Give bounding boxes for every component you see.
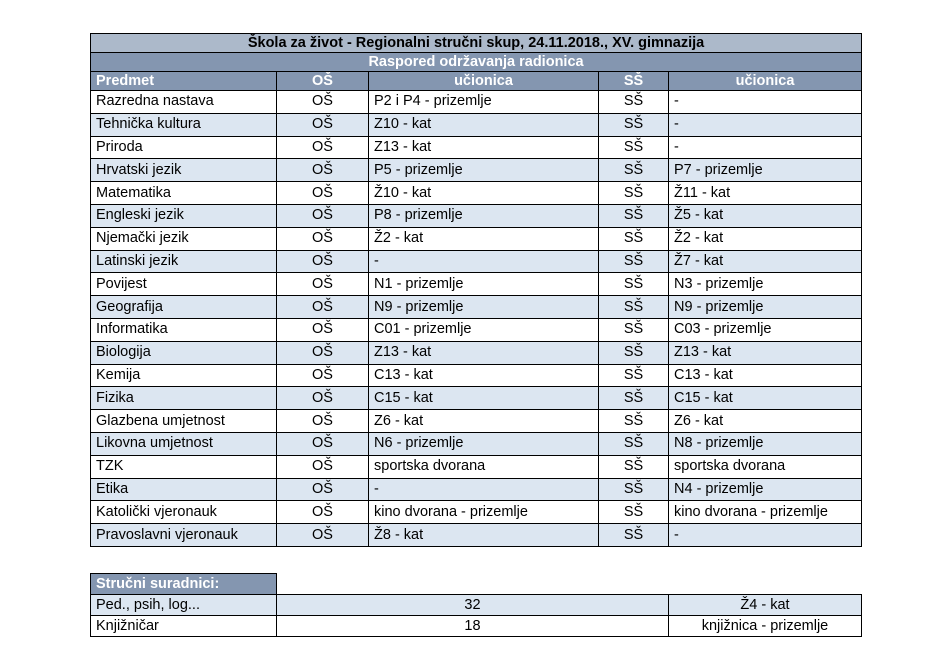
- column-header-ss-room: učionica: [669, 72, 862, 91]
- os-cell: OŠ: [277, 364, 369, 387]
- ss-room-cell: Z13 - kat: [669, 341, 862, 364]
- subject-cell: Povijest: [91, 273, 277, 296]
- table-row: [91, 182, 862, 205]
- os-cell: OŠ: [277, 501, 369, 524]
- ss-cell: SŠ: [599, 250, 669, 273]
- column-header-ss: SŠ: [599, 72, 669, 91]
- os-room-cell: C15 - kat: [369, 387, 599, 410]
- os-room-cell: N6 - prizemlje: [369, 432, 599, 455]
- os-room-cell: Ž10 - kat: [369, 182, 599, 205]
- os-room-cell: Ž8 - kat: [369, 524, 599, 547]
- os-cell: OŠ: [277, 410, 369, 433]
- staff-header: Stručni suradnici:: [91, 574, 277, 595]
- subject-cell: Katolički vjeronauk: [91, 501, 277, 524]
- subject-cell: Hrvatski jezik: [91, 159, 277, 182]
- table-row: [91, 432, 862, 455]
- os-cell: OŠ: [277, 455, 369, 478]
- ss-cell: SŠ: [599, 364, 669, 387]
- ss-room-cell: N3 - prizemlje: [669, 273, 862, 296]
- os-cell: OŠ: [277, 136, 369, 159]
- staff-count-cell: 18: [277, 616, 669, 637]
- ss-cell: SŠ: [599, 341, 669, 364]
- staff-header-spacer: [277, 574, 862, 595]
- ss-room-cell: C13 - kat: [669, 364, 862, 387]
- ss-cell: SŠ: [599, 501, 669, 524]
- subject-cell: Njemački jezik: [91, 227, 277, 250]
- staff-role-cell: Knjižničar: [91, 616, 277, 637]
- ss-room-cell: C03 - prizemlje: [669, 318, 862, 341]
- table-row: [91, 273, 862, 296]
- ss-room-cell: -: [669, 136, 862, 159]
- os-room-cell: Z13 - kat: [369, 136, 599, 159]
- os-room-cell: Z6 - kat: [369, 410, 599, 433]
- ss-room-cell: kino dvorana - prizemlje: [669, 501, 862, 524]
- os-cell: OŠ: [277, 318, 369, 341]
- subject-cell: Pravoslavni vjeronauk: [91, 524, 277, 547]
- staff-row: [91, 616, 862, 637]
- ss-room-cell: sportska dvorana: [669, 455, 862, 478]
- column-header-row: [91, 72, 862, 91]
- ss-cell: SŠ: [599, 524, 669, 547]
- ss-cell: SŠ: [599, 273, 669, 296]
- column-header-os-room: učionica: [369, 72, 599, 91]
- table-row: [91, 227, 862, 250]
- page-subtitle: Raspored održavanja radionica: [91, 53, 862, 72]
- table-row: [91, 501, 862, 524]
- os-room-cell: Ž2 - kat: [369, 227, 599, 250]
- subject-cell: Etika: [91, 478, 277, 501]
- table-row: [91, 455, 862, 478]
- ss-cell: SŠ: [599, 455, 669, 478]
- ss-room-cell: Ž2 - kat: [669, 227, 862, 250]
- table-row: [91, 364, 862, 387]
- ss-cell: SŠ: [599, 432, 669, 455]
- staff-count-cell: 32: [277, 595, 669, 616]
- ss-room-cell: N9 - prizemlje: [669, 296, 862, 319]
- os-cell: OŠ: [277, 113, 369, 136]
- ss-room-cell: -: [669, 524, 862, 547]
- table-row: [91, 296, 862, 319]
- staff-room-cell: knjižnica - prizemlje: [669, 616, 862, 637]
- table-row: [91, 204, 862, 227]
- os-room-cell: C01 - prizemlje: [369, 318, 599, 341]
- ss-room-cell: N4 - prizemlje: [669, 478, 862, 501]
- ss-cell: SŠ: [599, 478, 669, 501]
- ss-room-cell: C15 - kat: [669, 387, 862, 410]
- os-room-cell: -: [369, 250, 599, 273]
- os-room-cell: kino dvorana - prizemlje: [369, 501, 599, 524]
- subject-cell: Latinski jezik: [91, 250, 277, 273]
- ss-room-cell: Ž5 - kat: [669, 204, 862, 227]
- ss-cell: SŠ: [599, 113, 669, 136]
- table-row: [91, 478, 862, 501]
- ss-cell: SŠ: [599, 91, 669, 114]
- subject-cell: Informatika: [91, 318, 277, 341]
- os-room-cell: P8 - prizemlje: [369, 204, 599, 227]
- table-row: [91, 159, 862, 182]
- ss-room-cell: Z6 - kat: [669, 410, 862, 433]
- page-title: Škola za život - Regionalni stručni skup, 24.11.2018., XV. gimnazija: [91, 34, 862, 53]
- os-room-cell: P2 i P4 - prizemlje: [369, 91, 599, 114]
- os-cell: OŠ: [277, 91, 369, 114]
- table-row: [91, 387, 862, 410]
- ss-cell: SŠ: [599, 318, 669, 341]
- os-room-cell: Z13 - kat: [369, 341, 599, 364]
- subject-cell: Razredna nastava: [91, 91, 277, 114]
- subject-cell: Glazbena umjetnost: [91, 410, 277, 433]
- staff-role-cell: Ped., psih, log...: [91, 595, 277, 616]
- os-cell: OŠ: [277, 227, 369, 250]
- table-row: [91, 91, 862, 114]
- table-row: [91, 318, 862, 341]
- staff-row: [91, 595, 862, 616]
- os-room-cell: P5 - prizemlje: [369, 159, 599, 182]
- ss-room-cell: -: [669, 113, 862, 136]
- workshop-schedule-table: [90, 33, 862, 547]
- ss-cell: SŠ: [599, 136, 669, 159]
- ss-room-cell: P7 - prizemlje: [669, 159, 862, 182]
- ss-room-cell: Ž7 - kat: [669, 250, 862, 273]
- os-cell: OŠ: [277, 341, 369, 364]
- table-row: [91, 341, 862, 364]
- os-cell: OŠ: [277, 250, 369, 273]
- staff-table: [90, 573, 862, 637]
- os-cell: OŠ: [277, 204, 369, 227]
- subject-cell: TZK: [91, 455, 277, 478]
- ss-cell: SŠ: [599, 227, 669, 250]
- ss-cell: SŠ: [599, 159, 669, 182]
- table-row: [91, 250, 862, 273]
- os-room-cell: sportska dvorana: [369, 455, 599, 478]
- staff-room-cell: Ž4 - kat: [669, 595, 862, 616]
- ss-cell: SŠ: [599, 204, 669, 227]
- os-room-cell: C13 - kat: [369, 364, 599, 387]
- column-header-os: OŠ: [277, 72, 369, 91]
- subject-cell: Likovna umjetnost: [91, 432, 277, 455]
- table-row: [91, 136, 862, 159]
- os-cell: OŠ: [277, 159, 369, 182]
- column-header-subject: Predmet: [91, 72, 277, 91]
- os-cell: OŠ: [277, 478, 369, 501]
- subject-cell: Fizika: [91, 387, 277, 410]
- subject-cell: Engleski jezik: [91, 204, 277, 227]
- subject-cell: Priroda: [91, 136, 277, 159]
- subject-cell: Matematika: [91, 182, 277, 205]
- ss-room-cell: Ž11 - kat: [669, 182, 862, 205]
- table-row: [91, 113, 862, 136]
- ss-cell: SŠ: [599, 296, 669, 319]
- subject-cell: Kemija: [91, 364, 277, 387]
- os-room-cell: -: [369, 478, 599, 501]
- os-room-cell: N1 - prizemlje: [369, 273, 599, 296]
- ss-cell: SŠ: [599, 387, 669, 410]
- subject-cell: Geografija: [91, 296, 277, 319]
- os-cell: OŠ: [277, 182, 369, 205]
- ss-cell: SŠ: [599, 182, 669, 205]
- ss-cell: SŠ: [599, 410, 669, 433]
- os-cell: OŠ: [277, 296, 369, 319]
- os-cell: OŠ: [277, 524, 369, 547]
- ss-room-cell: N8 - prizemlje: [669, 432, 862, 455]
- table-row: [91, 410, 862, 433]
- os-room-cell: Z10 - kat: [369, 113, 599, 136]
- os-cell: OŠ: [277, 387, 369, 410]
- os-cell: OŠ: [277, 432, 369, 455]
- os-cell: OŠ: [277, 273, 369, 296]
- subject-cell: Tehnička kultura: [91, 113, 277, 136]
- subject-cell: Biologija: [91, 341, 277, 364]
- ss-room-cell: -: [669, 91, 862, 114]
- table-row: [91, 524, 862, 547]
- os-room-cell: N9 - prizemlje: [369, 296, 599, 319]
